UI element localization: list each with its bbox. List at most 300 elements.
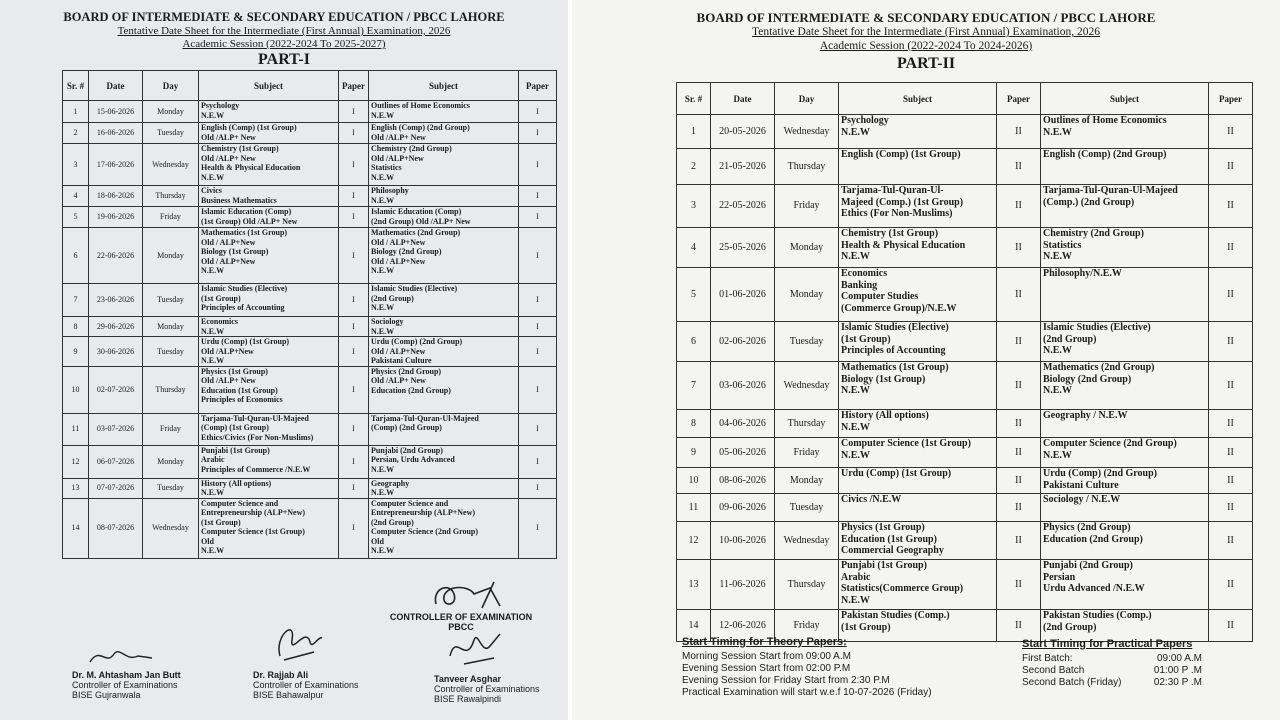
subject-line: Islamic Studies (Elective): [201, 284, 288, 293]
subject-line: Mathematics (1st Group): [841, 362, 949, 373]
table-row: [63, 284, 557, 317]
cell-subject-2: [1041, 149, 1209, 185]
subject-line: Urdu (Comp) (2nd Group): [371, 337, 463, 346]
cell-sr: 11: [63, 413, 89, 445]
subject-line: Old / ALP+New: [371, 237, 426, 247]
subject-line: N.E.W: [371, 266, 395, 275]
cell-date: 20-05-2026: [711, 115, 775, 149]
controller-pbcc-signature: [430, 578, 510, 612]
subject-line: Majeed (Comp.) (1st Group): [841, 196, 964, 208]
cell-paper-2: II: [1209, 228, 1253, 268]
cell-day: Monday: [775, 468, 839, 494]
cell-paper-1: II: [997, 560, 1041, 610]
cell-day: Thursday: [143, 366, 199, 413]
subject-line: Tarjama-Tul-Quran-Ul-: [841, 185, 944, 196]
subject-line: Mathematics (2nd Group): [371, 228, 461, 237]
subject-line: Physics (2nd Group): [371, 366, 442, 376]
cell-subject-1: [199, 207, 339, 228]
cell-day: Monday: [775, 228, 839, 268]
part-1-table: [62, 70, 557, 559]
subject-line: Urdu (Comp) (2nd Group): [1043, 468, 1157, 479]
cell-subject-2: [1041, 185, 1209, 228]
cell-date: 29-06-2026: [89, 317, 143, 337]
date-sheet-part-1: [0, 0, 568, 720]
subject-line: Physics (1st Group): [201, 366, 268, 376]
cell-subject-2: [1041, 115, 1209, 149]
subject-line: Physics (1st Group): [841, 522, 925, 533]
cell-day: Tuesday: [775, 322, 839, 362]
cell-subject-2: [369, 207, 519, 228]
subject-line: Computer Science (1st Group): [841, 438, 971, 449]
controller-pbcc-title: CONTROLLER OF EXAMINATION: [389, 612, 533, 622]
cell-day: Monday: [143, 317, 199, 337]
subject-line: Ethics/Civics (For Non-Muslims): [201, 432, 314, 442]
ali-block: [253, 670, 359, 700]
cell-date: 17-06-2026: [89, 144, 143, 186]
subject-line: Psychology: [201, 101, 240, 110]
subject-line: Arabic: [841, 571, 871, 583]
subject-line: Entrepreneurship (ALP+New): [201, 508, 306, 517]
cell-paper-2: II: [1209, 610, 1253, 642]
ali-signature: [270, 616, 326, 664]
subject-line: Old / ALP+New: [371, 346, 426, 356]
date-sheet-part-2: [572, 0, 1280, 720]
subject-line: Persian, Urdu Advanced: [371, 455, 455, 464]
cell-paper-1: I: [339, 478, 369, 498]
cell-paper-1: I: [339, 284, 369, 317]
subject-line: Education (2nd Group): [1043, 533, 1143, 545]
subject-line: N.E.W: [371, 110, 395, 120]
subject-line: Principles of Accounting: [841, 345, 946, 356]
cell-subject-1: [839, 149, 997, 185]
cell-day: Thursday: [143, 186, 199, 207]
cell-paper-2: II: [1209, 362, 1253, 410]
table-row: [63, 337, 557, 367]
header-sr: Sr. #: [63, 71, 89, 101]
cell-paper-2: I: [519, 445, 557, 478]
header-sr: Sr. #: [677, 83, 711, 115]
cell-subject-1: [199, 144, 339, 186]
subject-line: Computer Science and: [371, 498, 449, 508]
subject-line: N.E.W: [841, 449, 870, 461]
ali-designation: Controller of Examinations: [253, 680, 359, 690]
cell-date: 22-05-2026: [711, 185, 775, 228]
cell-paper-2: I: [519, 186, 557, 207]
cell-date: 08-07-2026: [89, 498, 143, 558]
table-row: [63, 123, 557, 144]
subject-line: Mathematics (1st Group): [201, 228, 288, 237]
subject-line: N.E.W: [1043, 385, 1072, 396]
table-row: [63, 228, 557, 284]
cell-paper-1: I: [339, 101, 369, 123]
subject-line: N.E.W: [371, 488, 395, 497]
table-row: [63, 101, 557, 123]
subject-line: (2nd Group): [1043, 333, 1097, 345]
cell-paper-1: II: [997, 322, 1041, 362]
table-row: [677, 362, 1253, 410]
subject-line: Tarjama-Tul-Quran-Ul-Majeed: [371, 413, 479, 423]
cell-day: Tuesday: [775, 494, 839, 522]
cell-sr: 4: [677, 228, 711, 268]
board-title: BOARD OF INTERMEDIATE & SECONDARY EDUCATION / PBCC LAHORE: [63, 10, 505, 24]
cell-day: Monday: [143, 228, 199, 284]
cell-subject-1: [199, 366, 339, 413]
cell-date: 01-06-2026: [711, 268, 775, 322]
subject-line: Entrepreneurship (ALP+New): [371, 508, 476, 517]
theory-line: Evening Session for Friday Start from 2:30 P.M: [682, 675, 890, 686]
practical-row: [1022, 653, 1202, 665]
practical-label: First Batch:: [1022, 653, 1073, 664]
cell-subject-2: [369, 284, 519, 317]
butt-name: Dr. M. Ahtasham Jan Butt: [72, 670, 181, 680]
subject-line: N.E.W: [371, 303, 395, 312]
cell-paper-2: II: [1209, 494, 1253, 522]
cell-date: 16-06-2026: [89, 123, 143, 144]
subject-line: Punjabi (1st Group): [201, 445, 270, 455]
cell-paper-2: I: [519, 337, 557, 367]
cell-day: Thursday: [775, 149, 839, 185]
cell-paper-1: I: [339, 123, 369, 144]
subject-line: English (Comp) (1st Group): [841, 149, 961, 160]
subject-line: (1st Group): [841, 333, 891, 345]
cell-paper-1: I: [339, 186, 369, 207]
cell-subject-2: [1041, 362, 1209, 410]
subject-line: Education (1st Group): [841, 533, 937, 545]
butt-designation: Controller of Examinations: [72, 680, 178, 690]
table-row: [63, 207, 557, 228]
cell-subject-2: [369, 413, 519, 445]
cell-subject-2: [1041, 610, 1209, 642]
cell-sr: 14: [677, 610, 711, 642]
subject-line: Statistics: [1043, 239, 1082, 251]
cell-paper-2: I: [519, 317, 557, 337]
cell-paper-1: I: [339, 498, 369, 558]
cell-date: 03-07-2026: [89, 413, 143, 445]
subject-line: Banking: [841, 279, 878, 291]
subject-line: Mathematics (2nd Group): [1043, 362, 1155, 373]
board-title: BOARD OF INTERMEDIATE & SECONDARY EDUCATION / PBCC LAHORE: [696, 10, 1156, 25]
subject-line: Urdu Advanced /N.E.W: [1043, 583, 1145, 594]
table-row: [677, 268, 1253, 322]
cell-date: 23-06-2026: [89, 284, 143, 317]
cell-paper-1: I: [339, 207, 369, 228]
table-row: [63, 144, 557, 186]
cell-subject-1: [839, 185, 997, 228]
subject-line: (Comp) (2nd Group): [371, 423, 442, 432]
subject-line: Urdu (Comp) (1st Group): [841, 468, 952, 479]
subject-line: N.E.W: [1043, 126, 1072, 138]
subject-line: N.E.W: [1043, 345, 1072, 356]
part-heading: PART-II: [896, 55, 956, 72]
practical-row: [1022, 677, 1202, 689]
cell-subject-2: [369, 123, 519, 144]
subject-line: Computer Science (1st Group): [201, 527, 305, 536]
cell-date: 04-06-2026: [711, 410, 775, 438]
cell-subject-1: [199, 445, 339, 478]
subject-line: Statistics: [371, 163, 402, 172]
table-row: [677, 185, 1253, 228]
subject-line: Old /ALP+ New: [371, 132, 426, 142]
cell-paper-2: II: [1209, 115, 1253, 149]
subject-line: Pakistan Studies (Comp.): [841, 610, 950, 621]
subject-line: Principles of Accounting: [201, 303, 285, 312]
cell-subject-2: [369, 228, 519, 284]
cell-subject-1: [839, 468, 997, 494]
cell-day: Thursday: [775, 560, 839, 610]
subject-line: Old /ALP+New: [371, 153, 424, 163]
subject-line: English (Comp) (2nd Group): [371, 123, 470, 132]
subject-line: Economics: [201, 317, 238, 326]
subject-line: N.E.W: [371, 546, 395, 555]
cell-date: 10-06-2026: [711, 522, 775, 560]
cell-paper-1: II: [997, 468, 1041, 494]
cell-date: 11-06-2026: [711, 560, 775, 610]
cell-subject-2: [369, 478, 519, 498]
subject-line: Punjabi (2nd Group): [1043, 560, 1133, 571]
cell-date: 05-06-2026: [711, 438, 775, 468]
cell-subject-1: [199, 186, 339, 207]
theory-timing-block: [682, 636, 1002, 699]
cell-subject-1: [199, 498, 339, 558]
header-subject-2: Subject: [1041, 83, 1209, 115]
cell-day: Friday: [143, 413, 199, 445]
cell-day: Monday: [775, 268, 839, 322]
cell-subject-1: [839, 522, 997, 560]
cell-paper-1: II: [997, 268, 1041, 322]
cell-paper-1: II: [997, 610, 1041, 642]
subject-line: Education (1st Group): [201, 385, 278, 395]
ali-name: Dr. Rajjab Ali: [253, 670, 309, 680]
subject-line: N.E.W: [201, 488, 225, 497]
cell-sr: 14: [63, 498, 89, 558]
subject-line: Principles of Economics: [201, 395, 283, 404]
subject-line: Computer Science and: [201, 498, 279, 508]
cell-subject-2: [1041, 228, 1209, 268]
subject-line: N.E.W: [201, 110, 225, 120]
table-row: [677, 494, 1253, 522]
practical-row: [1022, 665, 1202, 677]
cell-subject-2: [369, 144, 519, 186]
cell-date: 21-05-2026: [711, 149, 775, 185]
subject-line: Islamic Studies (Elective): [841, 322, 949, 333]
cell-date: 03-06-2026: [711, 362, 775, 410]
butt-board: BISE Gujranwala: [72, 690, 141, 700]
cell-subject-1: [199, 413, 339, 445]
cell-sr: 6: [63, 228, 89, 284]
cell-day: Wednesday: [775, 115, 839, 149]
asghar-signature: [444, 626, 504, 670]
cell-paper-2: II: [1209, 522, 1253, 560]
subject-line: Old / ALP+New: [201, 256, 256, 266]
cell-date: 18-06-2026: [89, 186, 143, 207]
subject-line: Old /ALP+ New: [371, 376, 426, 385]
cell-subject-1: [199, 337, 339, 367]
header-subject-1: Subject: [839, 83, 997, 115]
cell-sr: 1: [63, 101, 89, 123]
cell-paper-2: II: [1209, 268, 1253, 322]
table-row: [677, 522, 1253, 560]
cell-day: Tuesday: [143, 123, 199, 144]
table-row: [677, 468, 1253, 494]
header-paper-1: Paper: [997, 83, 1041, 115]
cell-paper-1: II: [997, 438, 1041, 468]
subject-line: Geography: [371, 478, 410, 488]
cell-paper-1: I: [339, 228, 369, 284]
header-date: Date: [89, 71, 143, 101]
cell-sr: 3: [677, 185, 711, 228]
cell-subject-1: [199, 317, 339, 337]
cell-paper-1: II: [997, 228, 1041, 268]
subject-line: N.E.W: [201, 172, 225, 182]
cell-subject-2: [1041, 468, 1209, 494]
subject-line: Outlines of Home Economics: [371, 101, 470, 110]
subject-line: N.E.W: [841, 251, 870, 262]
subject-line: Principles of Commerce /N.E.W: [201, 464, 311, 474]
cell-paper-1: II: [997, 362, 1041, 410]
table-row: [63, 366, 557, 413]
subject-line: Old /ALP+New: [201, 346, 254, 356]
part-1-rows: [63, 101, 557, 559]
cell-subject-1: [839, 228, 997, 268]
subject-line: Old: [371, 536, 384, 546]
part-2-table: [676, 82, 1253, 642]
cell-paper-2: II: [1209, 438, 1253, 468]
table-row: [63, 413, 557, 445]
subject-line: (1st Group) Old /ALP+ New: [201, 216, 298, 226]
subject-line: Business Mathematics: [201, 195, 277, 205]
cell-day: Friday: [775, 610, 839, 642]
subject-line: (1st Group): [201, 293, 241, 303]
cell-paper-2: I: [519, 413, 557, 445]
cell-sr: 5: [63, 207, 89, 228]
asghar-board: BISE Rawalpindi: [434, 694, 502, 704]
part-2-rows: [677, 115, 1253, 642]
cell-subject-2: [369, 101, 519, 123]
cell-paper-1: II: [997, 185, 1041, 228]
cell-sr: 1: [677, 115, 711, 149]
practical-label: Second Batch (Friday): [1022, 677, 1122, 688]
subject-line: Old: [201, 536, 214, 546]
subject-line: Islamic Studies (Elective): [1043, 322, 1151, 333]
header-date: Date: [711, 83, 775, 115]
subject-line: (2nd Group): [1043, 621, 1097, 633]
cell-date: 08-06-2026: [711, 468, 775, 494]
header-day: Day: [775, 83, 839, 115]
table-row: [677, 560, 1253, 610]
header-day: Day: [143, 71, 199, 101]
subject-line: History (All options): [201, 478, 272, 488]
subject-line: N.E.W: [371, 326, 395, 336]
subject-line: Sociology: [371, 317, 404, 326]
date-sheet-subtitle: Tentative Date Sheet for the Intermediate (First Annual) Examination, 2026: [752, 26, 1100, 38]
theory-line: Practical Examination will start w.e.f 10-07-2026 (Friday): [682, 687, 932, 698]
butt-block: [72, 670, 181, 700]
table-row: [63, 445, 557, 478]
cell-paper-2: I: [519, 101, 557, 123]
cell-paper-1: I: [339, 413, 369, 445]
subject-line: N.E.W: [201, 326, 225, 336]
table-row: [63, 317, 557, 337]
table-row: [63, 186, 557, 207]
subject-line: Old /ALP+ New: [201, 153, 256, 163]
cell-subject-2: [1041, 560, 1209, 610]
subject-line: Pakistan Studies (Comp.): [1043, 610, 1152, 621]
table-row: [677, 410, 1253, 438]
subject-line: Old /ALP+ New: [201, 132, 256, 142]
subject-line: Islamic Education (Comp): [371, 207, 462, 216]
table-row: [677, 322, 1253, 362]
cell-sr: 9: [677, 438, 711, 468]
subject-line: Philosophy: [371, 186, 409, 195]
subject-line: (Commerce Group)/N.E.W: [841, 302, 957, 314]
cell-paper-2: II: [1209, 410, 1253, 438]
subject-line: Computer Studies: [841, 291, 919, 302]
subject-line: (1st Group): [201, 517, 241, 527]
subject-line: Arabic: [201, 455, 225, 464]
subject-line: N.E.W: [201, 266, 225, 275]
cell-day: Tuesday: [143, 337, 199, 367]
subject-line: Punjabi (1st Group): [841, 560, 927, 571]
subject-line: N.E.W: [371, 464, 395, 474]
cell-sr: 7: [677, 362, 711, 410]
cell-subject-2: [369, 445, 519, 478]
cell-paper-1: I: [339, 366, 369, 413]
subject-line: Chemistry (1st Group): [841, 228, 939, 239]
cell-subject-2: [1041, 322, 1209, 362]
cell-sr: 7: [63, 284, 89, 317]
cell-paper-1: II: [997, 410, 1041, 438]
subject-line: N.E.W: [201, 546, 225, 555]
table-row: [677, 115, 1253, 149]
cell-date: 30-06-2026: [89, 337, 143, 367]
cell-subject-1: [199, 101, 339, 123]
cell-paper-2: I: [519, 284, 557, 317]
subject-line: Old /ALP+ New: [201, 376, 256, 385]
cell-sr: 8: [63, 317, 89, 337]
header-paper-2: Paper: [519, 71, 557, 101]
cell-day: Wednesday: [775, 362, 839, 410]
cell-paper-1: II: [997, 115, 1041, 149]
cell-day: Wednesday: [143, 144, 199, 186]
practical-timing-block: [1022, 638, 1202, 689]
practical-timing-title: Start Timing for Practical Papers: [1022, 638, 1193, 650]
cell-subject-1: [199, 228, 339, 284]
subject-line: Chemistry (2nd Group): [1043, 228, 1144, 239]
cell-subject-2: [1041, 268, 1209, 322]
cell-sr: 13: [63, 478, 89, 498]
table-row: [63, 498, 557, 558]
cell-subject-2: [369, 186, 519, 207]
subject-line: Chemistry (1st Group): [201, 144, 279, 153]
subject-line: Commercial Geography: [841, 545, 944, 556]
table-row: [677, 228, 1253, 268]
subject-line: English (Comp) (2nd Group): [1043, 149, 1167, 160]
subject-line: N.E.W: [841, 126, 870, 138]
cell-paper-2: II: [1209, 322, 1253, 362]
asghar-designation: Controller of Examinations: [434, 684, 540, 694]
header-subject-2: Subject: [369, 71, 519, 101]
cell-subject-1: [199, 478, 339, 498]
cell-date: 07-07-2026: [89, 478, 143, 498]
subject-line: N.E.W: [371, 195, 395, 205]
cell-sr: 11: [677, 494, 711, 522]
subject-line: History (All options): [841, 410, 929, 421]
cell-subject-1: [839, 268, 997, 322]
cell-sr: 3: [63, 144, 89, 186]
theory-line: Evening Session Start from 02:00 P.M: [682, 663, 851, 674]
table-row: [677, 149, 1253, 185]
subject-line: Physics (2nd Group): [1043, 522, 1131, 533]
